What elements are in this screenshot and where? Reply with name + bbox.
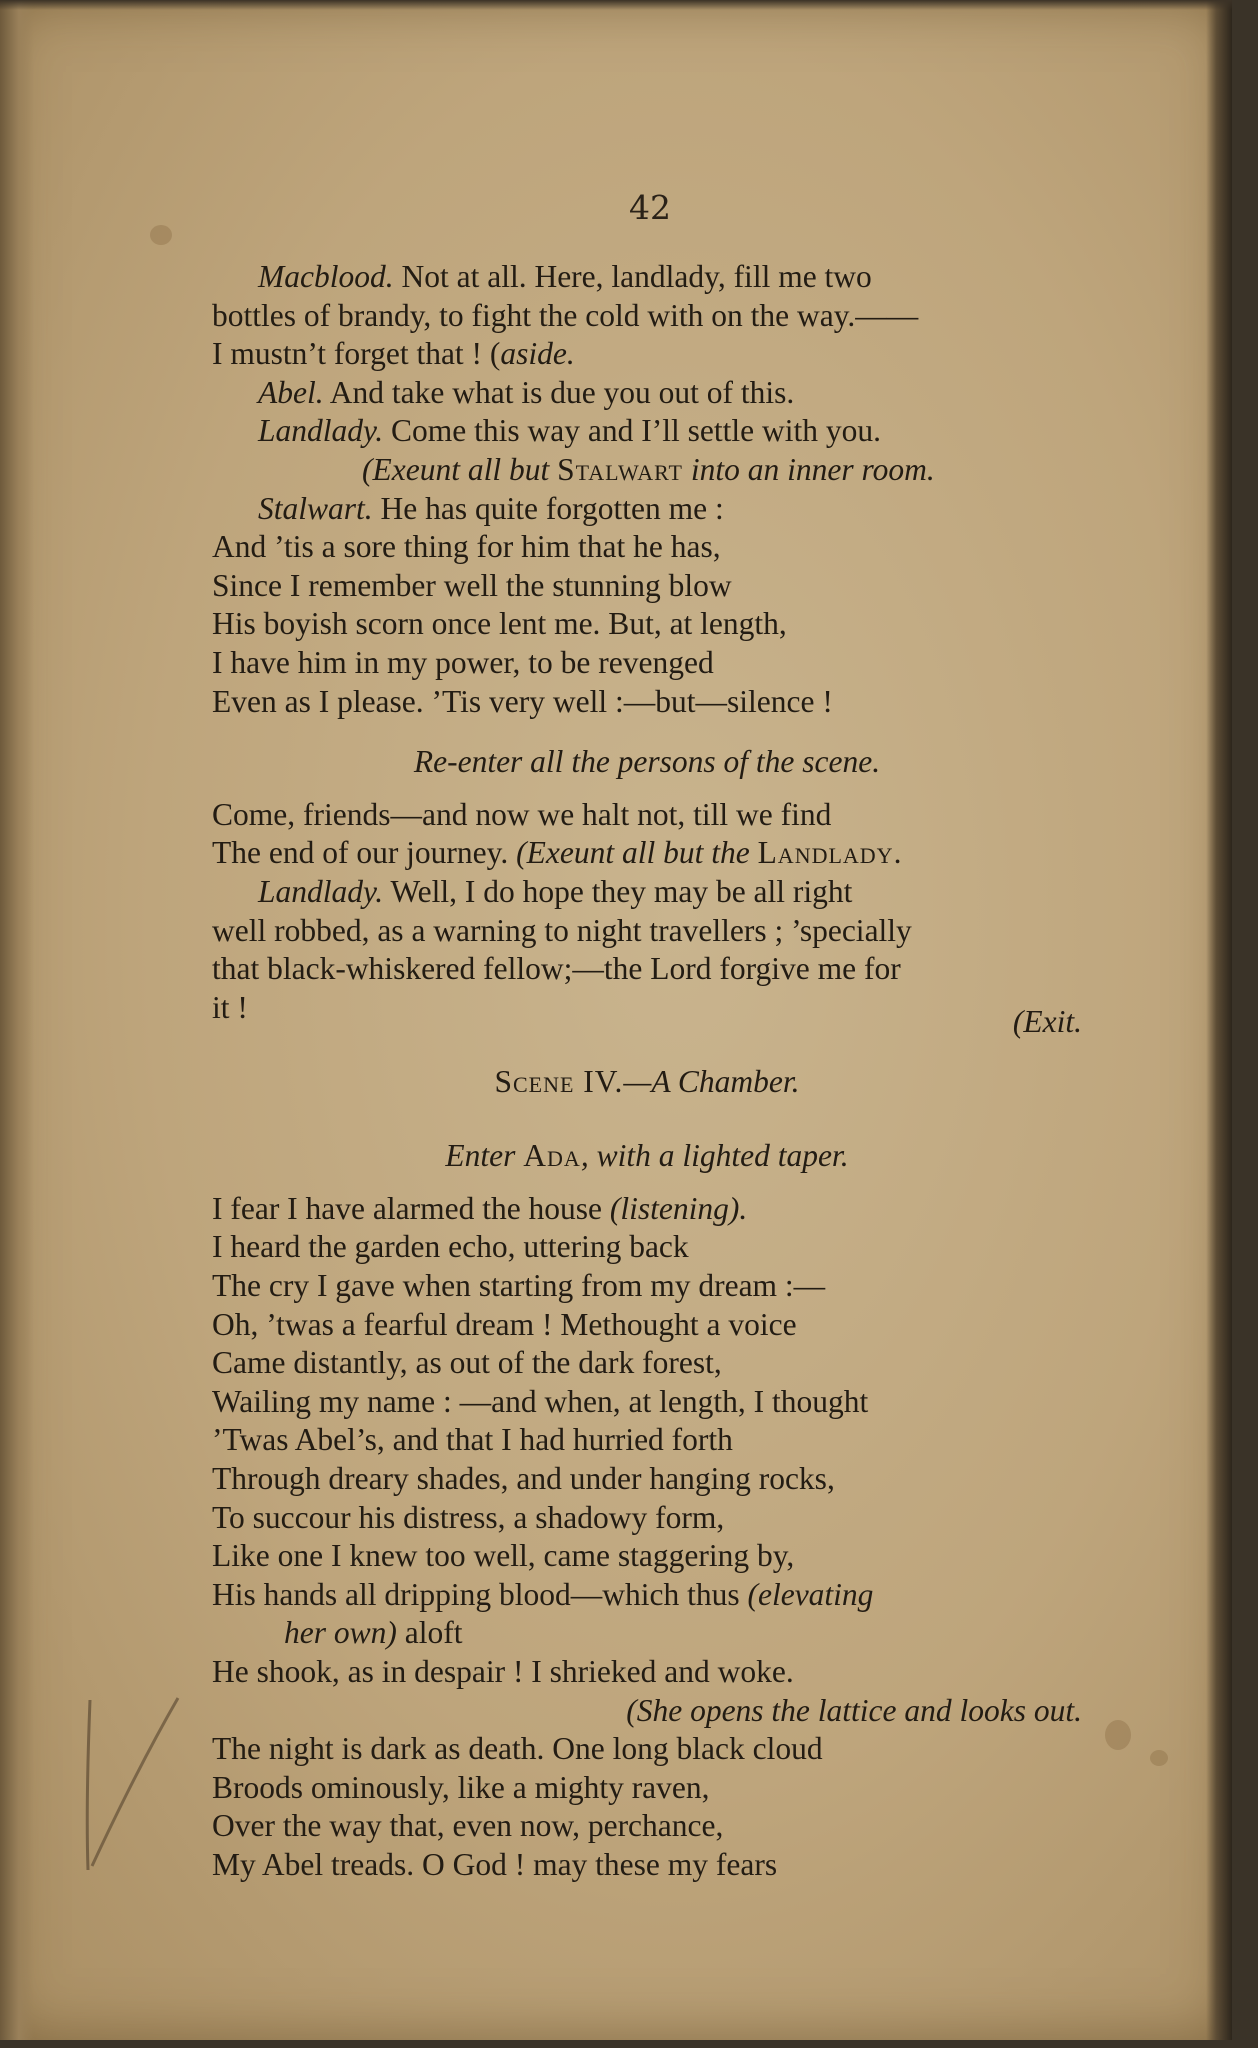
verse-text: bottles of brandy, to fight the cold with on the way.—— bbox=[212, 297, 919, 333]
verse-text: He shook, as in despair ! I shrieked and woke. bbox=[212, 1654, 794, 1689]
character-name: Landlady. bbox=[757, 835, 903, 871]
speech-text: Well, I do hope they may be all right bbox=[383, 873, 853, 909]
pencil-margin-mark bbox=[78, 1690, 188, 1880]
speech-text: Come this way and I’ll settle with you. bbox=[383, 413, 881, 449]
verse-text: His hands all dripping blood—which thus bbox=[212, 1576, 748, 1612]
text-line bbox=[212, 873, 1082, 912]
stage-direction: , with a lighted taper. bbox=[580, 1138, 849, 1174]
paper-stain bbox=[1150, 1750, 1168, 1766]
verse-text: Like one I knew too well, came staggering by, bbox=[212, 1538, 795, 1574]
text-line bbox=[212, 1692, 1082, 1731]
speech-text: Not at all. Here, landlady, fill me two bbox=[393, 259, 872, 294]
text-line bbox=[212, 1190, 1082, 1229]
text-line bbox=[212, 1730, 1082, 1769]
verse-text: And ’tis a sore thing for him that he has, bbox=[212, 529, 721, 565]
text-line bbox=[212, 834, 1082, 873]
verse-text: To succour his distress, a shadowy form, bbox=[212, 1499, 725, 1535]
verse-text: His boyish scorn once lent me. But, at length, bbox=[212, 606, 787, 642]
text-line bbox=[212, 297, 1082, 336]
verse-text: it ! bbox=[212, 989, 248, 1025]
text-line bbox=[212, 528, 1082, 567]
text-line bbox=[212, 412, 1082, 451]
text-line bbox=[212, 796, 1082, 835]
stage-direction: (listening). bbox=[609, 1190, 748, 1226]
text-line bbox=[212, 1614, 1082, 1653]
verse-text: Through dreary shades, and under hanging rocks, bbox=[212, 1461, 835, 1497]
verse-text: The end of our journey. bbox=[212, 835, 517, 871]
stage-direction: Enter bbox=[445, 1138, 524, 1174]
text-line bbox=[212, 1421, 1082, 1460]
text-line bbox=[212, 1306, 1082, 1345]
verse-text: I heard the garden echo, uttering back bbox=[212, 1229, 689, 1265]
verse-text: Come, friends—and now we halt not, till we find bbox=[212, 796, 832, 832]
verse-text: Over the way that, even now, perchance, bbox=[212, 1808, 724, 1844]
speaker-name: Landlady. bbox=[258, 873, 384, 909]
text-line bbox=[212, 1267, 1082, 1306]
speaker-name: Stalwart. bbox=[258, 490, 373, 526]
page-number: 42 bbox=[629, 188, 671, 227]
text-line bbox=[212, 683, 1082, 722]
text-line bbox=[212, 1344, 1082, 1383]
verse-text: I fear I have alarmed the house bbox=[212, 1190, 610, 1226]
verse-text: The night is dark as death. One long black cloud bbox=[212, 1731, 823, 1767]
speaker-name: Macblood. bbox=[258, 259, 394, 294]
verse-text: Broods ominously, like a mighty raven, bbox=[212, 1769, 710, 1805]
text-line bbox=[212, 950, 1082, 989]
text-line bbox=[212, 451, 1082, 490]
stage-direction: (elevating bbox=[747, 1576, 874, 1612]
text-line bbox=[212, 605, 1082, 644]
verse-text: ’Twas Abel’s, and that I had hurried forth bbox=[212, 1422, 733, 1458]
speech-text: And take what is due you out of this. bbox=[323, 374, 795, 410]
text-line bbox=[212, 912, 1082, 951]
text-line bbox=[212, 1228, 1082, 1267]
verse-text: aloft bbox=[396, 1615, 463, 1651]
stage-direction: Re-enter all the persons of the scene. bbox=[413, 744, 881, 780]
stage-direction: (Exeunt all but the bbox=[516, 835, 758, 871]
stage-direction: (She opens the lattice and looks out. bbox=[626, 1692, 1082, 1728]
stage-direction: (Exit. bbox=[1012, 1003, 1082, 1039]
text-line bbox=[212, 644, 1082, 683]
verse-text: Oh, ’twas a fearful dream ! Methought a voice bbox=[212, 1306, 797, 1342]
text-line bbox=[212, 1063, 1082, 1102]
text-line bbox=[212, 1499, 1082, 1538]
stage-direction: into an inner room. bbox=[682, 451, 935, 487]
character-name: Ada bbox=[523, 1138, 581, 1174]
text-line: I mustn’t forget that ! (aside. bbox=[212, 336, 575, 372]
stage-direction: aside. bbox=[500, 336, 575, 372]
text-line bbox=[212, 1576, 1082, 1615]
text-line bbox=[212, 374, 1082, 413]
speech-text: He has quite forgotten me : bbox=[372, 490, 724, 526]
text-line bbox=[212, 1383, 1082, 1422]
verse-text: Even as I please. ’Tis very well :—but—silence ! bbox=[212, 683, 833, 719]
page-gutter-shadow bbox=[0, 0, 34, 2040]
text-line bbox=[212, 1137, 1082, 1176]
text-line bbox=[212, 490, 1082, 529]
verse-text: Since I remember well the stunning blow bbox=[212, 567, 732, 603]
scene-title: —A Chamber. bbox=[623, 1063, 800, 1099]
page-top-edge bbox=[0, 0, 1232, 10]
verse-text: Wailing my name : —and when, at length, I thought bbox=[212, 1383, 869, 1419]
verse-text: well robbed, as a warning to night travellers ; ’specially bbox=[212, 912, 912, 948]
text-line bbox=[212, 1460, 1082, 1499]
verse-text: I mustn’t forget that ! bbox=[212, 336, 490, 372]
text-line bbox=[212, 989, 1082, 1041]
text-line bbox=[212, 1537, 1082, 1576]
text-line bbox=[212, 743, 1082, 782]
text-line bbox=[212, 258, 1082, 297]
verse-text: The cry I gave when starting from my dream :— bbox=[212, 1268, 826, 1304]
verse-text: that black-whiskered fellow;—the Lord forgive me for bbox=[212, 951, 901, 987]
paper-stain bbox=[1105, 1720, 1131, 1750]
paper-stain bbox=[150, 225, 172, 245]
page-edge-shadow bbox=[1206, 0, 1232, 2040]
text-line bbox=[212, 1653, 1082, 1692]
text-line bbox=[212, 1846, 1082, 1885]
speaker-name: Abel. bbox=[258, 374, 324, 410]
scene-label: Scene IV. bbox=[494, 1063, 624, 1099]
text-line bbox=[212, 1769, 1082, 1808]
text-line bbox=[212, 1807, 1082, 1846]
verse-text: I have him in my power, to be revenged bbox=[212, 644, 714, 680]
verse-text: Came distantly, as out of the dark forest, bbox=[212, 1345, 722, 1381]
speaker-name: Landlady. bbox=[258, 413, 384, 449]
stage-direction: (Exeunt all but bbox=[362, 451, 558, 487]
character-name: Stalwart bbox=[557, 451, 683, 487]
stage-direction: her own) bbox=[284, 1615, 397, 1651]
verse-text: My Abel treads. O God ! may these my fears bbox=[212, 1846, 778, 1882]
text-line bbox=[212, 567, 1082, 606]
play-text bbox=[212, 258, 1082, 1885]
